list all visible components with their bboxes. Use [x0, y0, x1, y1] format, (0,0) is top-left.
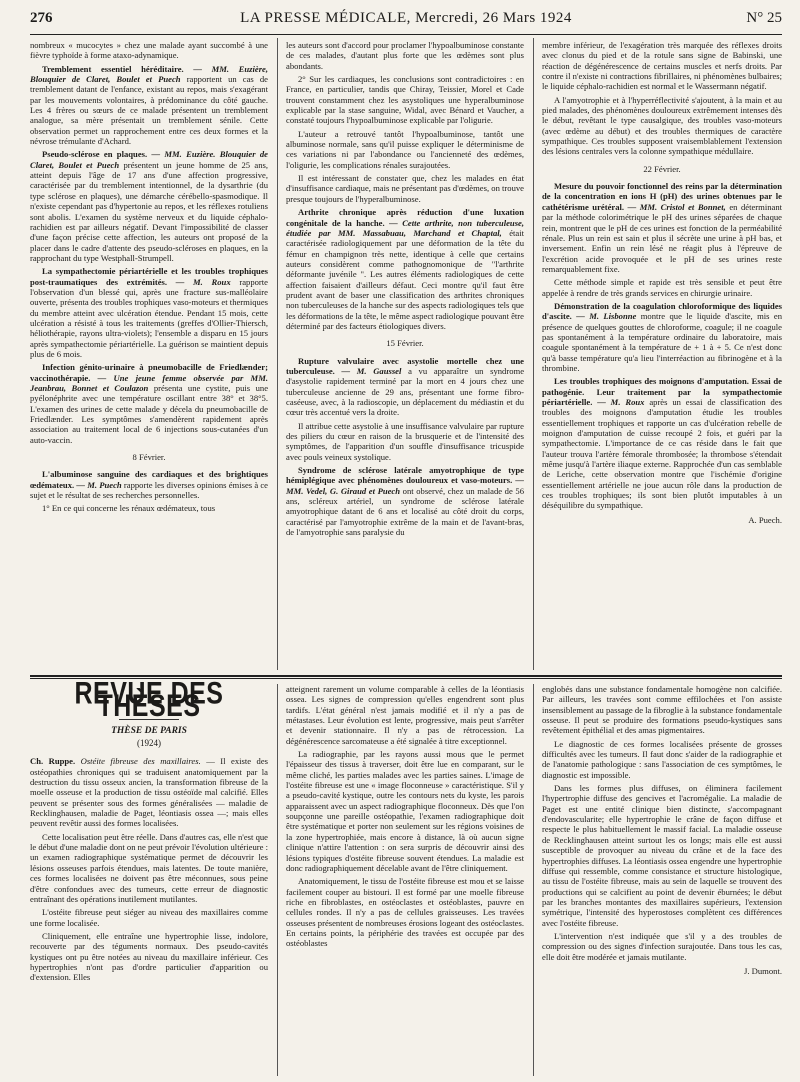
- paragraph: [30, 266, 268, 359]
- column-divider: [533, 38, 534, 670]
- paragraph: [286, 356, 524, 418]
- paragraph-authors: — M. Lisbonne: [576, 311, 637, 322]
- page-header: [30, 6, 782, 34]
- paragraph-text: a vu apparaître un syndrome d'asystolie rapidement terminé par la mort en 4 jours chez une tuberculeuse ancienne de 29 ans, présentant une forme fibro-caséeuse, avec, à la radioscopie, un déplacement du médiastin et du cœur très accentué vers la droite.: [286, 365, 525, 418]
- paragraph: [30, 362, 268, 445]
- paragraph: [30, 64, 268, 147]
- paragraph: [286, 129, 524, 170]
- paragraph: [30, 469, 268, 500]
- paragraph: [286, 207, 524, 331]
- revue-subtitle: THÈSE DE PARIS: [111, 725, 187, 736]
- paragraph-heading: La sympathectomie périartérielle et les troubles trophiques post-traumatiques des extrémités.: [30, 266, 268, 287]
- paragraph-heading: Syndrome de sclérose latérale amyotrophique de type hémiplégique avec phénomènes douloureux et vaso-moteurs.: [286, 465, 524, 486]
- column-divider: [277, 684, 278, 1076]
- paragraph-text: rapporte les diverses opinions émises à ce sujet et le résultat de ses recherches personnelles.: [30, 479, 269, 501]
- paragraph: [286, 421, 524, 462]
- paragraph: [542, 95, 782, 157]
- paragraph-text: ont observé, chez un malade de 56 ans, scléreux artériel, un syndrome de sclérose latérale amyotrophique datant de 6 ans et localisé au côté droit du corps, caractérisé par l'amyotrophie extrême de la main et de l'avant-bras, de l'amyotrophie sans paralysie du: [286, 485, 524, 538]
- paragraph-text: Il attribue cette asystolie à une insuffisance valvulaire par rupture des piliers du cœur en raison de la brusquerie et de l'intensité des symptômes, de l'apparition d'un souffle d'insuffisance tricuspide avec pouls veineux systolique.: [286, 420, 524, 462]
- paragraph-authors: — M. Puech: [76, 479, 122, 490]
- paragraph-authors: — Cette arthrite, non tuberculeuse, étudiée par MM. Massabuau, Marchand et Chaptal,: [286, 217, 524, 238]
- paragraph: [30, 756, 268, 828]
- paragraph-text: Cette localisation peut être réelle. Dans d'autres cas, elle n'est que le début d'une maladie dont on ne peut prévoir l'évolution ultérieure : un examen radiographique systématique permet de découvrir les lésions osseuses parfois étendues, mais latentes. De toute manière, ces formes localisées ne doivent pas être méconnues, sous peine d'être confondues avec des tumeurs, cette erreur de diagnostic entraînant des opérations inutilement mutilantes.: [30, 831, 268, 904]
- paragraph-text: après un essai de classification des troubles des moignons d'amputation étudie les troubles essentiellement trophiques et rapporte un cas d'ulcération rebelle de moignon d'amputation de cuisse recoupé 2 fois, et guéri par la sympathectomie. L'importance de ce cas réside dans le fait que l'auteur trouva l'artère fémorale thrombosée; la thrombose s'étendait même jusqu'à l'artère iliaque externe. Rapprochée d'un cas semblable de Leriche, cette observation montre que l'ischémie d'origine essentiellement artérielle ne joue aucun rôle dans la production de ces troubles trophiques; ils sont bien plutôt imputables à un déséquilibre du sympathique.: [542, 397, 782, 511]
- paragraph-text: La radiographie, par les rayons aussi mous que le permet l'épaisseur des tissus à traverser, doit être lue en comparant, sur le même cliché, les parties malades avec les parties saines. L'image de l'ostéite fibreuse est une « image floconneuse » caractéristique. S'il y a pseudo-cavité kystique, outre les contours nets du kyste, les parois apparaissent avec un aspect radiographique floconneux. Dès que l'on soupçonne une pareille ostéopathie, l'examen radiographique doit être systématique et porter non seulement sur les régions voisines de la zone hypertrophiée, mais encore à distance, là où aucun signe clinique n'attire l'attention : on sera surpris de découvrir ainsi des lésions typiques d'ostéite fibreuse souvent étendues. La maladie est donc radiographiquement décelable avant de l'être cliniquement.: [286, 749, 524, 873]
- paragraph-text: rapportent un cas de tremblement datant de l'enfance, existant au repos, mais s'exagérant par les mouvements volontaires, à prédominance du côté gauche. Les 4 frères ou sœurs de ce malade présentent un tremblement analogue, sa mère présentait un tremblement sénile. Cette observation permet un rapprochement entre ces deux formes et la névrose trémulante d'Achard.: [30, 74, 268, 147]
- paragraph-heading: Arthrite chronique après réduction d'une luxation congénitale de la hanche.: [286, 207, 524, 228]
- paragraph-heading: L'albuminose sanguine des cardiaques et des brightiques œdémateux.: [30, 469, 268, 490]
- paragraph: [30, 931, 268, 983]
- paragraph-heading: Pseudo-sclérose en plaques.: [42, 149, 148, 160]
- revue-year: (1924): [137, 738, 161, 749]
- paragraph-heading: Les troubles trophiques des moignons d'amputation. Essai de pathogénie. Leur traitement par la sympathectomie périartérielle.: [542, 376, 782, 407]
- paragraph-text: nombreux « mucocytes » chez une malade ayant succombé à une fièvre typhoïde à forme ataxo-adynamique.: [30, 40, 268, 61]
- paragraph-text: présentent un jeune homme de 25 ans, atteint depuis l'âge de 17 ans d'une affection progressive, caractérisée par du tremblement intentionnel, de la dysarthrie (du type sclérose en plaques), une démarche cérébello-spasmodique. Il n'existe cependant pas d'hypertonie au repos, et les réflexes rotuliens sont abolis. L'examen du système nerveux et du liquide céphalo-rachidien est par ailleurs négatif. Devant l'impossibilité de classer d'une façon précise cette affection, les auteurs ont proposé de la placer dans le cadre d'attente des pseudo-scléroses en plaques, en la rapprochant du type Westphall-Strumpell.: [30, 159, 268, 263]
- paragraph: [286, 40, 524, 71]
- paragraph-authors: — M. Roux: [597, 397, 645, 407]
- paragraph-heading: Rupture valvulaire avec asystolie mortelle chez une tuberculeuse.: [286, 355, 524, 376]
- paragraph-text: présenta une cystite, puis une pyélonéphrite avec une température oscillant entre 38° et 38°5. L'examen des urines de cette malade y décela du pneumobacille de Friedlænder. Les symptômes s'amendèrent rapidement après association au traitement local de 6 injections sous-cutanées d'un auto-vaccin.: [30, 383, 269, 445]
- paragraph: [542, 277, 782, 298]
- paragraph-text: en déterminant par la méthode colorimétrique le pH des urines séparées de chaque rein, montrent que le pH de ces urines est fonction de la perméabilité rénale. Plus un rein est sain et plus il sécrète une urine à pH bas, et inversement. Enfin un rein lésé ne réagit plus à l'épreuve de l'excrétion acide provoquée et le pH de ses urines reste remarquablement fixe.: [542, 201, 782, 274]
- paragraph: [286, 876, 524, 948]
- paragraph-text: membre inférieur, de l'exagération très marquée des réflexes droits avec clonus du pied et de la rotule sans signe de Babinski, une réaction de dégénérescence de certains muscles et nerfs droits. Par contre il n'existe ni contractions fibrillaires, ni phénomènes bulbaires; le liquide céphalo-rachidien est normal et le Wassermann négatif.: [542, 40, 782, 92]
- top-column-2: [286, 40, 524, 540]
- paragraph-text: Anatomiquement, le tissu de l'ostéite fibreuse est mou et se laisse facilement couper au bistouri. Il est formé par une moelle fibreuse riche en fibroblastes, en ostéoclastes et ostéoblastes, pauvre en cellules rondes. Il n'y a pas de cellules graisseuses. Les travées osseuses présentent de nombreuses érosions logeant des ostéoclastes. En certains points, la périphérie des travées est occupée par des ostéoblastes: [286, 876, 524, 949]
- paragraph: [542, 931, 782, 962]
- paragraph-text: Cette méthode simple et rapide est très sensible et peut être appelée à rendre de très grands services en chirurgie urinaire.: [542, 277, 782, 298]
- revue-column-1: [30, 676, 268, 986]
- paragraph-text: L'auteur a retrouvé tantôt l'hypoalbuminose, tantôt une albuminose normale, sans qu'il puisse expliquer le déterminisme de ces variations ni par l'abondance ou l'ancienneté des œdèmes, l'oligurie, les complications rénales surajoutées.: [286, 128, 524, 170]
- paragraph-heading: Infection génito-urinaire à pneumobacille de Friedlænder; vaccinothérapie.: [30, 362, 268, 383]
- paragraph: [542, 181, 782, 274]
- paragraph: [30, 907, 268, 928]
- paragraph: [542, 783, 782, 928]
- top-column-1: [30, 40, 268, 517]
- paragraph: [30, 832, 268, 904]
- paragraph: [286, 749, 524, 873]
- paragraph-authors: — M. Gaussel: [341, 365, 402, 376]
- paragraph-text: 2° Sur les cardiaques, les conclusions sont contradictoires : en France, en particulier, tandis que Chiray, Teissier, Morel et Cade trouvent constamment chez les asystoliques une hyperalbuminose explicable par la stase sanguine, Widal, avec Bénard et Vaucher, a constaté toujours l'hypoalbuminose explicable par l'oligurie.: [286, 74, 524, 126]
- paragraph-heading: Tremblement essentiel héréditaire.: [42, 63, 184, 74]
- paragraph-text: — Il existe des ostéopathies chroniques qui se traduisent anatomiquement par la destruction du tissu osseux ancien, la transformation fibreuse de la moelle osseuse et la production de tissu ostéoïde mal calcifié. Elles peuvent se présenter sous des formes généralisées — maladie de Recklinghausen, maladie de Paget, léontiasis ossea —; mais elles peuvent revêtir aussi des formes localisées.: [30, 756, 268, 829]
- paragraph-text: montre que le liquide d'ascite, mis en présence de quelques gouttes de chloroforme, coagule; il ne coagule pas spontanément à la température ordinaire du laboratoire, mais coagule spontanément à la température de + 1 à + 5. Ce n'est donc qu'à basse température qu'a lieu l'interréaction au fibrinogène et à la thrombine.: [542, 311, 782, 373]
- paragraph-authors: — MM. Cristol et Bonnet,: [627, 201, 726, 212]
- paragraph-authors: — Une jeune femme observée par MM. Jeanbrau, Bonnet et Coulazon: [30, 372, 268, 393]
- paragraph-text: les auteurs sont d'accord pour proclamer l'hypoalbuminose constante de ces malades, d'autant plus forte que les œdèmes sont plus abondants.: [286, 40, 524, 71]
- header-rule: [30, 34, 782, 35]
- revue-title: REVUE DES THÈSES: [74, 676, 224, 725]
- top-column-3: [542, 40, 782, 528]
- paragraph-text: Il est intéressant de constater que, chez les malades en état d'insuffisance cardiaque, mais ne présentant pas d'œdèmes, on trouve presque toujours de l'hyperalbuminose.: [286, 173, 524, 204]
- paragraph-text: était caractérisée radiologiquement par une déformation de la tête du fémur en champignon très nette, identique à celle que certains auteurs considèrent comme pathognomonique de "l'arthrite déformante juvénile ". Les autres éléments radiologiques de cette affection faisaient d'ailleurs défaut. Ceci montre qu'il faut être prudent avant de baser une classification des arthrites chroniques non tuberculeuses de la hanche sur des aspects radiologiques tels que les déformations de la tête, le même aspect radiologique pouvant être déterminé par des facteurs étiologiques divers.: [286, 227, 524, 331]
- paragraph-heading: Mesure du pouvoir fonctionnel des reins par la détermination de la concentration en ions H (pH) des urines obtenues par le cathétérisme urétéral.: [542, 181, 782, 212]
- session-date: 22 Février.: [643, 163, 681, 174]
- journal-title: LA PRESSE MÉDICALE, Mercredi, 26 Mars 1924: [240, 10, 572, 26]
- paragraph: [542, 40, 782, 92]
- paragraph-text: rapporte l'observation d'un blessé qui, après une fracture sus-malléolaire ouverte, présenta des troubles trophiques vaso-moteurs et thermiques du membre atteint avec ulcération étendue. Pendant 15 mois, cette ulcération a résisté à tous les traitements (greffes d'Ollier-Thiersch, héliothérapie, rayons ultra-violets); l'ensemble a disparu en 15 jours après sympathectomie périartérielle. La guérison se maintient depuis plus de 6 mois.: [30, 276, 268, 359]
- thesis-title: Ostéite fibreuse des maxillaires.: [80, 756, 201, 767]
- signature: J. Dumont.: [744, 965, 782, 976]
- issue-number: N° 25: [746, 10, 782, 26]
- column-divider: [277, 38, 278, 670]
- paragraph: [542, 739, 782, 780]
- paragraph: [542, 684, 782, 736]
- paragraph: [286, 684, 524, 746]
- session-date: 15 Février.: [386, 338, 424, 349]
- paragraph: [30, 40, 268, 61]
- paragraph-text: englobés dans une substance fondamentale homogène non calcifiée. Par ailleurs, les travées sont comme effilochées et l'on assiste insensiblement au passage de la fibroglie à la substance fondamentale osseuse. Il peut se produire des formations pseudo-kystiques sans revêtement épithélial et des amas pigmentaires.: [542, 684, 782, 736]
- paragraph: [542, 376, 782, 510]
- paragraph-heading: Ch. Ruppe.: [30, 756, 76, 767]
- paragraph-text: L'ostéite fibreuse peut siéger au niveau des maxillaires comme une forme localisée.: [30, 907, 268, 928]
- paragraph: [542, 301, 782, 373]
- paragraph: [30, 503, 268, 513]
- revue-column-2: [286, 684, 524, 952]
- paragraph: [286, 173, 524, 204]
- page-number: 276: [30, 10, 53, 26]
- paragraph-text: A l'amyotrophie et à l'hyperréflectivité s'ajoutent, à la main et au pied malades, des phénomènes douloureux extrêmement intenses dès le début, revêtant le type causalgique, des troubles vaso-moteurs (avec œdème au début) et des troubles thermiques de caractère sympathique. Ces troubles supposent vraisemblablement l'extension des lésions centrales vers la colonne sympathique médullaire.: [542, 94, 782, 157]
- paragraph-text: Dans les formes plus diffuses, on éliminera facilement l'hypertrophie diffuse des gencives et l'acromégalie. La maladie de Paget est une entité clinique bien distincte, s'accompagnant d'endovascularite; elle hypertrophie le crâne de façon diffuse et respecte le plus habituellement le massif facial. La maladie osseuse de Recklinghausen atteint surtout les os longs; mais elle est aussi susceptible de provoquer au niveau du crâne et de la face des hypertrophies diffuses. La léontiasis ossea engendre une hypertrophie diffuse qui ressemble, comme consistance et structure histologique, au tissu de l'ostéite fibreuse, mais au sein de laquelle se trouvent des productions qui se calcifient au point de devenir éburnées; le début par les branches montantes des maxillaires supérieurs, l'extension symétrique, l'intensité des hyperostoses complètent ces différences avec l'ostéite fibreuse.: [542, 783, 782, 928]
- paragraph-authors: — MM. Euzière, Blouquier de Claret, Boulet et Puech: [30, 63, 268, 85]
- revue-column-1-body: [30, 756, 268, 982]
- paragraph: [30, 149, 268, 263]
- session-date: 8 Février.: [132, 452, 166, 463]
- paragraph: [286, 74, 524, 126]
- paragraph: [286, 465, 524, 537]
- paragraph-heading: Démonstration de la coagulation chloroformique des liquides d'ascite.: [542, 300, 782, 322]
- signature: A. Puech.: [748, 514, 782, 525]
- revue-column-3: [542, 684, 782, 979]
- paragraph-text: 1° En ce qui concerne les rénaux œdémateux, tous: [42, 503, 216, 514]
- paragraph-text: Cliniquement, elle entraîne une hypertrophie lisse, indolore, recouverte par des téguments normaux. Des pseudo-cavités kystiques ont pu être notées au niveau du maxillaire inférieur. Ces hypertrophies n'ont pas d'ordre particulier d'apparition ou d'extension. Elles: [30, 930, 268, 983]
- paragraph-text: L'intervention n'est indiquée que s'il y a des troubles de compression ou des signes d'infection surajoutée. Dans tous les cas, elle doit être modérée et jamais mutilante.: [542, 930, 782, 962]
- paragraph-text: Le diagnostic de ces formes localisées présente de grosses difficultés avec les tumeurs. Il faut donc s'aider de la radiographie et de l'anatomie pathologique : sans l'association de ces symptômes, le diagnostic est impossible.: [542, 738, 782, 780]
- paragraph-authors: — MM. Vedel, G. Giraud et Puech: [286, 475, 524, 496]
- paragraph-authors: — MM. Euzière. Blouquier de Claret, Boulet et Puech: [30, 149, 268, 170]
- column-divider: [533, 684, 534, 1076]
- paragraph-authors: — M. Roux: [175, 276, 231, 287]
- paragraph-text: atteignent rarement un volume comparable à celles de la léontiasis ossea. Les signes de compression qu'elles engendrent sont plus tardifs. L'état général n'est jamais modifié et il n'y a pas de métastases. Leur évolution est lente, progressive, mais peut s'arrêter et devenir stationnaire. Il n'y a pas de rétrocession. La dégénérescence sarcomateuse a été signalée à titre exceptionnel.: [286, 684, 524, 746]
